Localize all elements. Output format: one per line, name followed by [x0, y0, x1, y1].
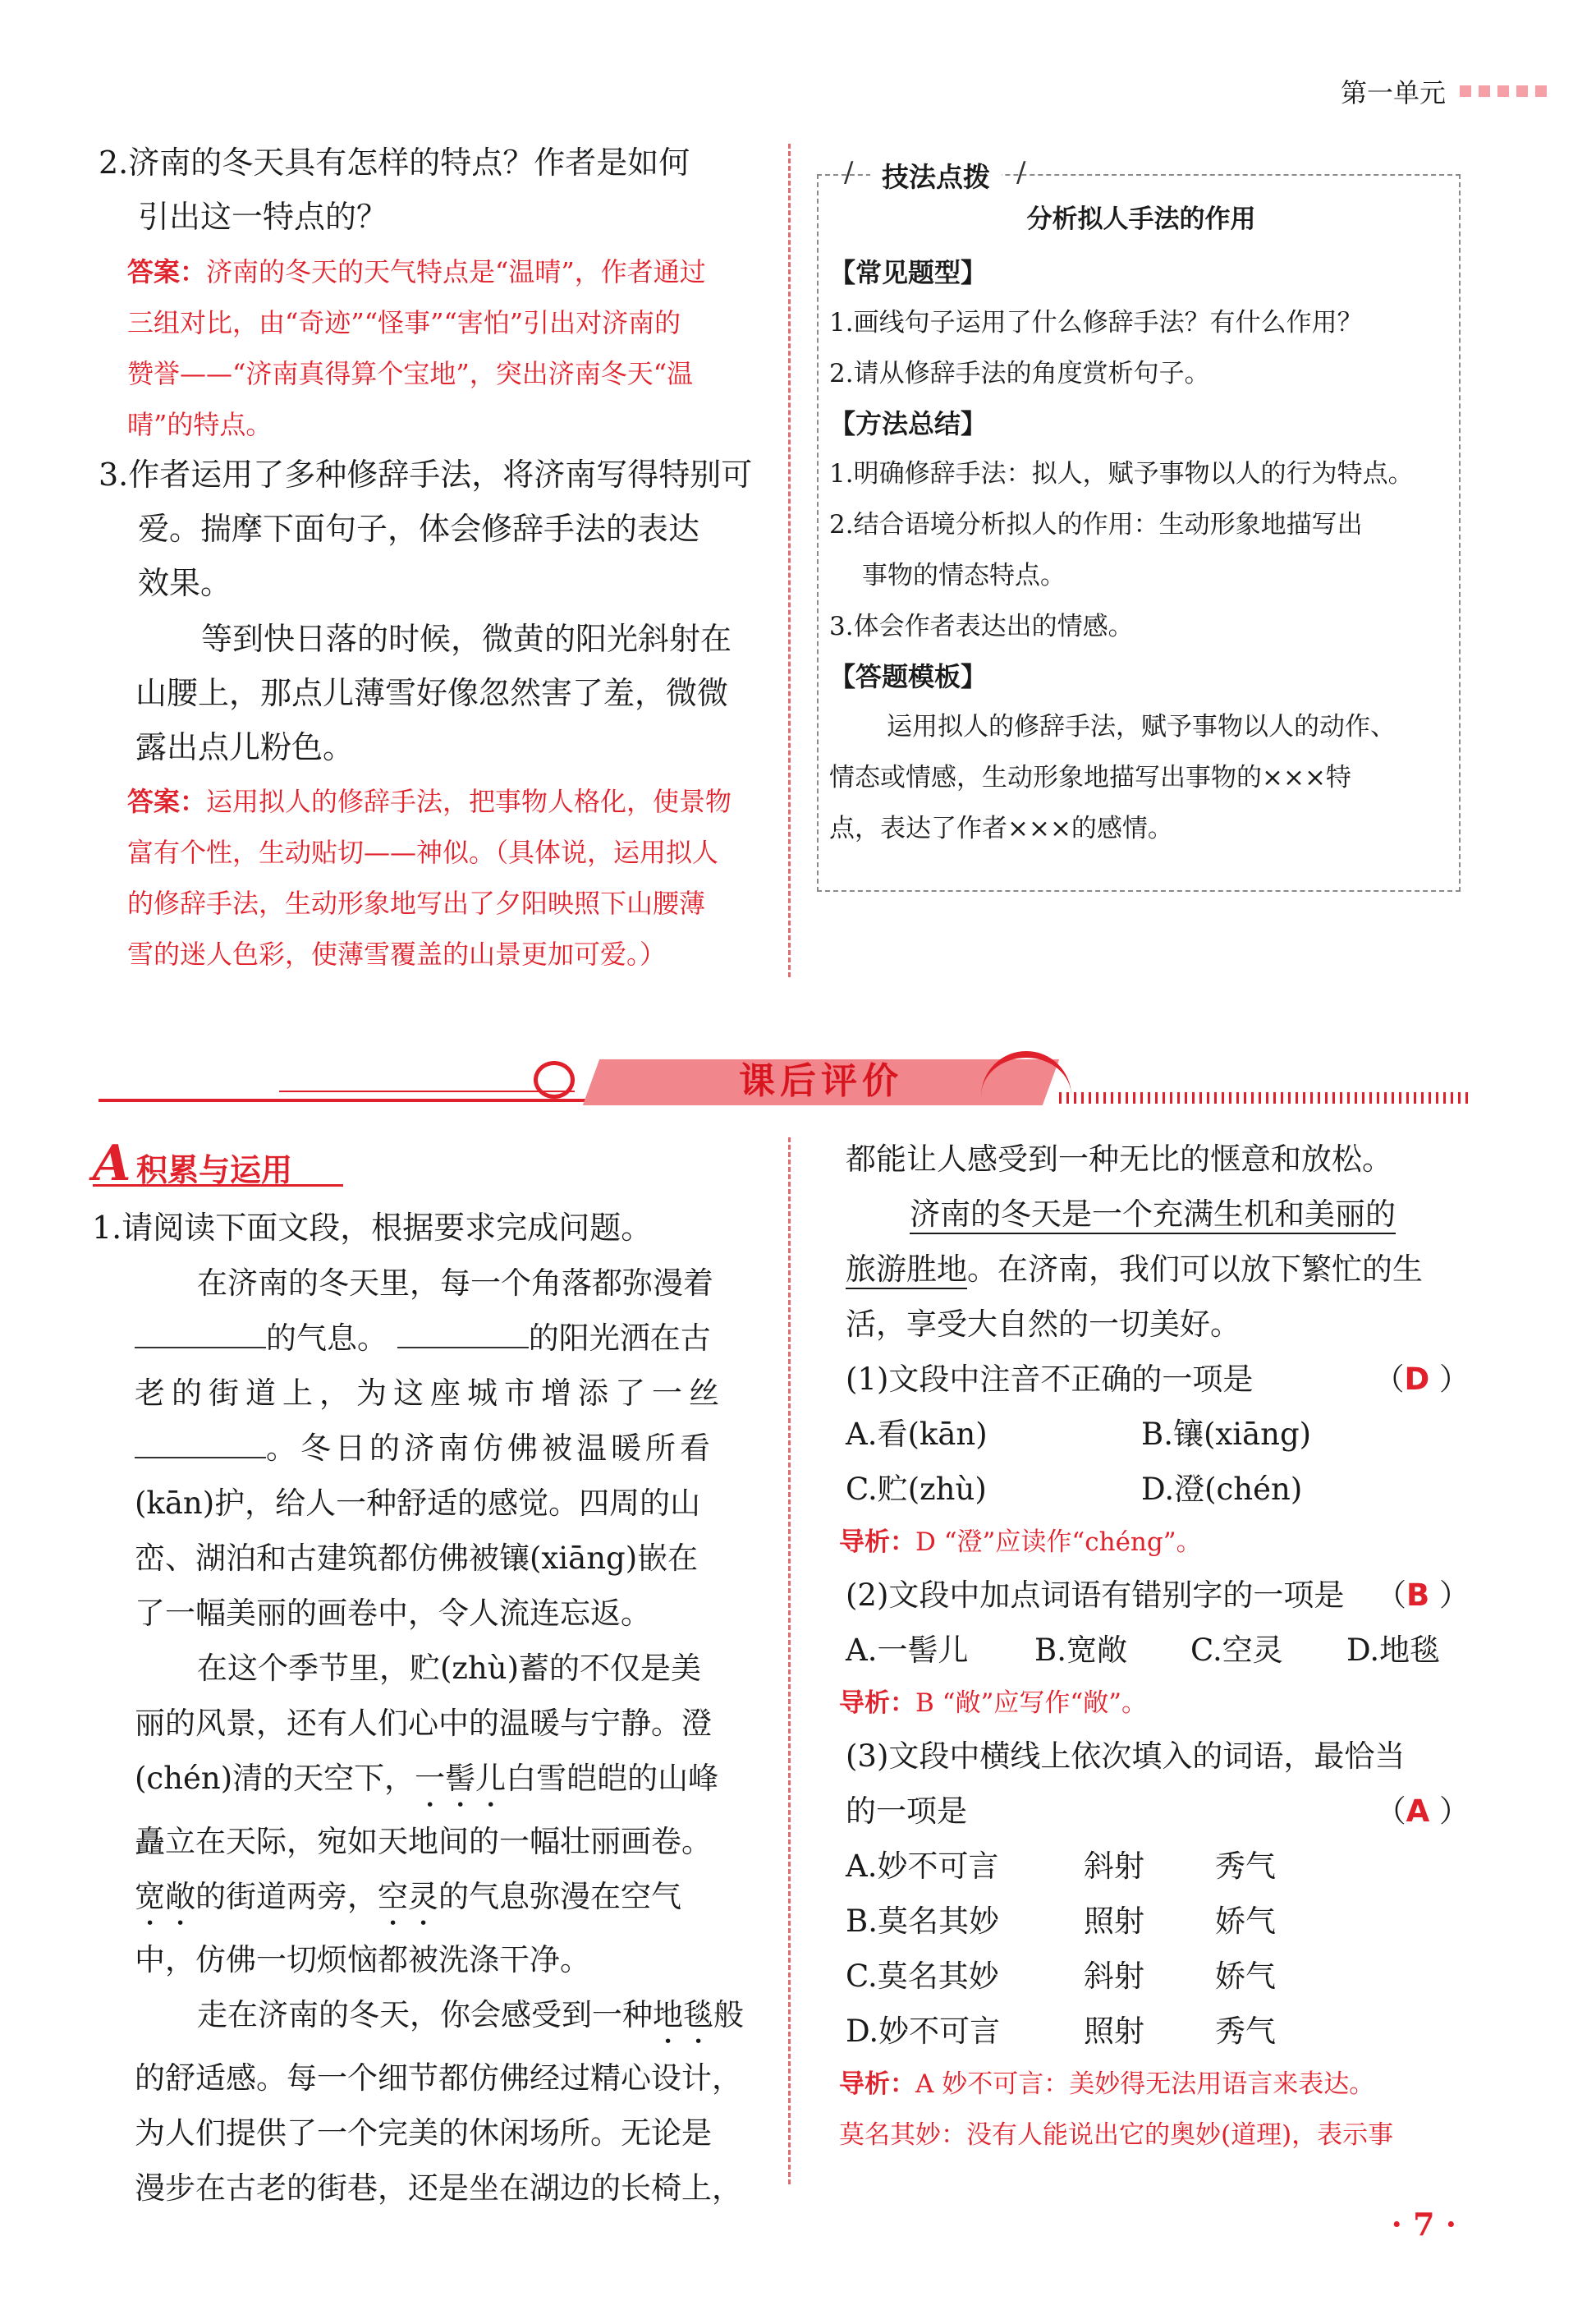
passage-line: 峦、湖泊和古建筑都仿佛被镶(xiāng)嵌在: [135, 1541, 699, 1576]
passage-line: 活，享受大自然的一切美好。: [846, 1307, 1241, 1342]
question-1-title: 1.请阅读下面文段，根据要求完成问题。: [92, 1210, 653, 1246]
guide-text: D “澄”应读作“chéng”。: [915, 1527, 1202, 1557]
part-a-underline: [93, 1184, 343, 1187]
tips-slash-right-icon: /: [1016, 156, 1026, 189]
tips-line: 点，表达了作者×××的感情。: [829, 814, 1173, 843]
option: 娇气: [1215, 1959, 1276, 1994]
passage-line: [92, 1311, 765, 1366]
guide-label: 导析：: [839, 1688, 915, 1718]
passage-line: [846, 1242, 1470, 1297]
dotted-word: 空灵: [378, 1879, 438, 1914]
answer-line: 富有个性，生动贴切——神似。（具体说，运用拟人: [127, 837, 719, 868]
passage-line: [92, 1751, 765, 1814]
section-title: 课后评价: [739, 1060, 903, 1102]
guide-line: [839, 2059, 1470, 2110]
tips-title: 技法点拨: [870, 156, 1002, 195]
answer-line: 济南的冬天的天气特点是“温晴”，作者通过: [206, 256, 706, 287]
option: 斜射: [1084, 1959, 1144, 1994]
answer-line: 赞誉——“济南真得算个宝地”，突出济南冬天“温: [127, 358, 694, 389]
passage-line: [846, 1187, 1470, 1242]
answer-paren: （B ）: [1376, 1578, 1470, 1613]
option: C.空灵: [1190, 1633, 1283, 1668]
question-1-right: [839, 1132, 1470, 2161]
passage-line: 中，仿佛一切烦恼都被洗涤干净。: [135, 1942, 590, 1977]
options-row: [846, 1949, 1470, 2004]
quote-line: 等到快日落的时候，微黄的阳光斜射在: [201, 621, 732, 657]
guide-text: B “敞”应写作“敞”。: [915, 1688, 1148, 1718]
sub-question-2: [846, 1568, 1470, 1623]
answer-line: 的修辞手法，生动形象地写出了夕阳映照下山腰薄: [127, 888, 706, 919]
fill-blank[interactable]: [135, 1322, 266, 1348]
dotted-word: 宽敞: [135, 1879, 195, 1914]
option: 照射: [1084, 2014, 1144, 2049]
passage-line: 了一幅美丽的画卷中，令人流连忘返。: [135, 1596, 651, 1631]
option: D.澄(chén): [1141, 1472, 1303, 1507]
tips-subtitle: 分析拟人手法的作用: [1026, 204, 1256, 234]
passage-line: [92, 1987, 765, 2051]
option: B.莫名其妙: [846, 1904, 999, 1939]
guide-line: [839, 1517, 1470, 1568]
options-row: [846, 2004, 1470, 2059]
answer-line: 晴”的特点。: [127, 409, 273, 440]
tips-line: 情态或情感，生动形象地描写出事物的×××特: [829, 763, 1351, 792]
passage-text: 般: [713, 1997, 744, 2032]
passage-text: 。在济南，我们可以放下繁忙的生: [967, 1251, 1423, 1287]
tips-line: 3.体会作者表达出的情感。: [829, 612, 1134, 641]
column-divider-top: [788, 144, 791, 977]
option: A.一髻儿: [846, 1633, 969, 1668]
part-a-letter: A: [93, 1135, 131, 1192]
guide-line: [839, 1678, 1470, 1729]
sub-question-stem: (1)文段中注音不正确的一项是: [846, 1362, 1254, 1397]
passage-line: 在这个季节里，贮(zhù)蓄的不仅是美: [197, 1651, 702, 1686]
passage-text: 的气息。: [266, 1320, 388, 1356]
tips-line: 事物的情态特点。: [862, 561, 1066, 590]
passage-line: 老的街道上，为这座城市增添了一丝: [135, 1375, 726, 1411]
banner-swirl-icon: [534, 1061, 575, 1099]
passage-text: 的街道两旁，: [195, 1879, 378, 1914]
passage-text: 的阳光洒在古: [528, 1320, 711, 1356]
answer-label: 答案：: [127, 786, 207, 817]
question-3-line: 爱。揣摩下面句子，体会修辞手法的表达: [138, 511, 700, 547]
answer-choice: B: [1406, 1578, 1430, 1613]
option: A.看(kān): [846, 1417, 988, 1452]
answer-line: 三组对比，由“奇迹”“怪事”“害怕”引出对济南的: [127, 307, 681, 338]
passage-text: 。冬日的济南仿佛被温暖所看: [266, 1431, 714, 1466]
column-divider-bottom: [788, 1137, 791, 2184]
passage-text: 的气息弥漫在空气: [438, 1879, 681, 1914]
option: B.镶(xiāng): [1141, 1417, 1312, 1452]
option: C.贮(zhù): [846, 1472, 987, 1507]
dotted-word: 地毯: [653, 1997, 713, 2032]
tips-line: 2.结合语境分析拟人的作用：生动形象地描写出: [829, 510, 1363, 540]
answer-label: 答案：: [127, 256, 207, 287]
guide-line: 莫名其妙：没有人能说出它的奥妙(道理)，表示事: [839, 2120, 1394, 2150]
underlined-sentence: 济南的冬天是一个充满生机和美丽的: [910, 1196, 1396, 1232]
sub-question-stem: (2)文段中加点词语有错别字的一项是: [846, 1578, 1345, 1613]
unit-label: 第一单元: [1340, 77, 1446, 108]
quote-line: 山腰上，那点儿薄雪好像忽然害了羞，微微: [135, 675, 729, 711]
tips-line: 运用拟人的修辞手法，赋予事物以人的动作、: [887, 712, 1396, 742]
passage-line: 丽的风景，还有人们心中的温暖与宁静。澄: [135, 1706, 712, 1741]
option: B.宽敞: [1034, 1633, 1127, 1668]
answer-line: 雪的迷人色彩，使薄雪覆盖的山景更加可爱。）: [127, 939, 667, 970]
sub-question-3-line2: [846, 1784, 1470, 1839]
passage-line: 的舒适感。每一个细节都仿佛经过精心设计，: [135, 2060, 742, 2096]
options-row: [846, 1894, 1470, 1949]
option: A.妙不可言: [846, 1848, 999, 1884]
options-row: [846, 1839, 1470, 1894]
page-number: · 7 ·: [1391, 2206, 1456, 2243]
passage-line: [92, 1421, 765, 1476]
answer-choice: A: [1406, 1793, 1430, 1829]
question-1-left: [92, 1201, 765, 2216]
options-row: [846, 1623, 1470, 1678]
passage-text: 走在济南的冬天，你会感受到一种: [197, 1997, 653, 2032]
guide-text: A 妙不可言：美妙得无法用语言来表达。: [915, 2069, 1375, 2099]
tips-line: 1.画线句子运用了什么修辞手法？有什么作用？: [829, 308, 1363, 338]
tips-line: 1.明确修辞手法：拟人，赋予事物以人的行为特点。: [829, 459, 1414, 489]
sub-question-3: (3)文段中横线上依次填入的词语，最恰当: [846, 1738, 1406, 1774]
unit-header: [1341, 72, 1547, 110]
option: D.妙不可言: [846, 2014, 1001, 2049]
option: 秀气: [1215, 1848, 1276, 1884]
answer-choice: D: [1404, 1362, 1430, 1397]
answer-paren: （D ）: [1374, 1362, 1470, 1397]
tips-slash-left-icon: /: [844, 156, 854, 189]
tips-tag-template: 【答题模板】: [829, 661, 988, 692]
banner-line: [99, 1099, 608, 1102]
option: 娇气: [1215, 1904, 1276, 1939]
tips-line: 2.请从修辞手法的角度赏析句子。: [829, 359, 1210, 388]
tips-tag-method: 【方法总结】: [829, 408, 988, 439]
passage-line: 都能让人感受到一种无比的惬意和放松。: [846, 1141, 1392, 1177]
passage-text: (chén)清的天空下，: [135, 1761, 415, 1796]
underlined-sentence: 旅游胜地: [846, 1251, 967, 1287]
question-3-line: 效果。: [138, 565, 232, 601]
sub-question-stem: 的一项是: [846, 1793, 967, 1829]
answer-line: 运用拟人的修辞手法，把事物人格化，使景物: [206, 786, 732, 817]
question-2-line: 2.济南的冬天具有怎样的特点？作者是如何: [99, 145, 690, 181]
option: 秀气: [1215, 2014, 1276, 2049]
guide-label: 导析：: [839, 2069, 915, 2099]
banner-hatch: [1059, 1092, 1470, 1104]
fill-blank[interactable]: [397, 1322, 529, 1348]
passage-line: [92, 1869, 765, 1932]
option: 斜射: [1084, 1848, 1144, 1884]
dotted-word: 一髻儿: [415, 1761, 507, 1796]
option: C.莫名其妙: [846, 1959, 999, 1994]
guide-label: 导析：: [839, 1527, 915, 1557]
question-2: [99, 135, 772, 244]
quote-line: 露出点儿粉色。: [135, 729, 355, 765]
passage-line: 漫步在古老的街巷，还是坐在湖边的长椅上，: [135, 2170, 742, 2206]
options-row: [846, 1462, 1470, 1517]
question-2-line: 引出这一特点的？: [138, 199, 388, 235]
answer-paren: （A ）: [1375, 1793, 1470, 1829]
question-3-answer: [127, 776, 768, 980]
option: D.地毯: [1346, 1633, 1441, 1668]
banner-line-thin: [279, 1091, 575, 1092]
passage-text: 白雪皑皑的山峰: [506, 1761, 719, 1796]
sub-question-1: [846, 1352, 1470, 1407]
fill-blank[interactable]: [135, 1432, 266, 1458]
question-2-answer: [127, 246, 768, 450]
passage-line: 为人们提供了一个完美的休闲场所。无论是: [135, 2115, 712, 2151]
question-3: [99, 448, 772, 610]
passage-line: 矗立在天际，宛如天地间的一幅壮丽画卷。: [135, 1824, 712, 1859]
question-3-quote: [135, 612, 759, 774]
passage-line: 在济南的冬天里，每一个角落都弥漫着: [197, 1265, 713, 1301]
option: 照射: [1084, 1904, 1144, 1939]
passage-line: (kān)护，给人一种舒适的感觉。四周的山: [135, 1486, 701, 1521]
part-a-title: 积累与运用: [136, 1152, 293, 1188]
header-dots-decoration: [1452, 85, 1547, 97]
tips-tag-common: 【常见题型】: [829, 257, 988, 288]
tips-content: [829, 191, 1453, 854]
question-3-line: 3.作者运用了多种修辞手法，将济南写得特别可: [99, 457, 753, 493]
options-row: [846, 1407, 1470, 1462]
